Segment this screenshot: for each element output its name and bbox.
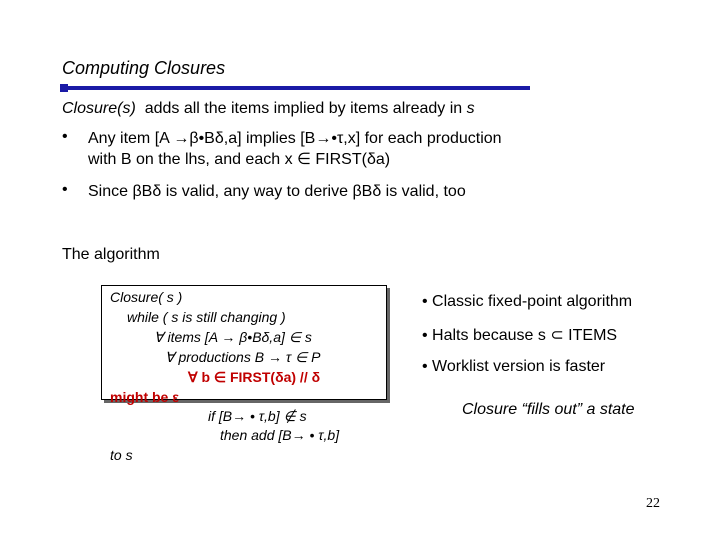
closure-note: Closure “fills out” a state — [462, 401, 635, 418]
bullet-dot-2: • — [62, 181, 68, 198]
code-line-5-text: ∀ b ∈ FIRST(δa) // δ — [188, 369, 321, 385]
intro-line — [62, 100, 475, 118]
intro-text: adds all the items implied by items already in — [144, 100, 463, 117]
title-underline — [60, 86, 530, 90]
code-line-9: to s — [110, 447, 133, 463]
code-line-1: Closure( s ) — [110, 289, 183, 305]
code-line-7: if [B→ • τ,b] ∉ s — [208, 408, 307, 424]
bullet-2-line1: Since βBδ is valid, any way to derive βBδ is valid, too — [88, 183, 466, 200]
page-number: 22 — [646, 496, 660, 511]
code-line-6-text: might be ε — [110, 389, 179, 405]
code-line-3: ∀ items [A → β•Bδ,a] ∈ s — [154, 329, 312, 345]
bullet-1-line2: with B on the lhs, and each x ∈ FIRST(δa) — [88, 151, 391, 168]
code-line-4: ∀ productions B → τ ∈ P — [165, 349, 321, 365]
intro-s: s — [466, 100, 475, 117]
code-line-2: while ( s is still changing ) — [127, 309, 286, 325]
intro-closure: Closure(s) — [62, 100, 136, 117]
bullet-1 — [88, 128, 502, 170]
right-bullet-dot-2: • — [422, 327, 433, 344]
bullet-2 — [88, 181, 466, 202]
section-heading: The algorithm — [62, 246, 160, 263]
right-bullet-dot-1: • — [422, 293, 433, 310]
right-bullet-3 — [422, 358, 605, 376]
slide-title: Computing Closures — [62, 58, 226, 78]
bullet-dot-1: • — [62, 128, 68, 145]
code-line-6 — [110, 389, 179, 405]
code-line-8: then add [B→ • τ,b] — [220, 427, 340, 443]
right-bullet-dot-3: • — [422, 358, 433, 375]
right-bullet-2-text: Halts because s ⊂ ITEMS — [432, 327, 618, 344]
bullet-1-line1: Any item [A →β•Bδ,a] implies [B→•τ,x] for each production — [88, 130, 502, 147]
right-bullet-1-text: Classic fixed-point algorithm — [432, 293, 633, 310]
title-underline-cap — [60, 84, 68, 92]
right-bullet-2 — [422, 325, 617, 345]
code-line-5 — [188, 369, 320, 386]
right-bullet-3-text: Worklist version is faster — [432, 358, 606, 375]
right-bullet-1 — [422, 293, 632, 311]
